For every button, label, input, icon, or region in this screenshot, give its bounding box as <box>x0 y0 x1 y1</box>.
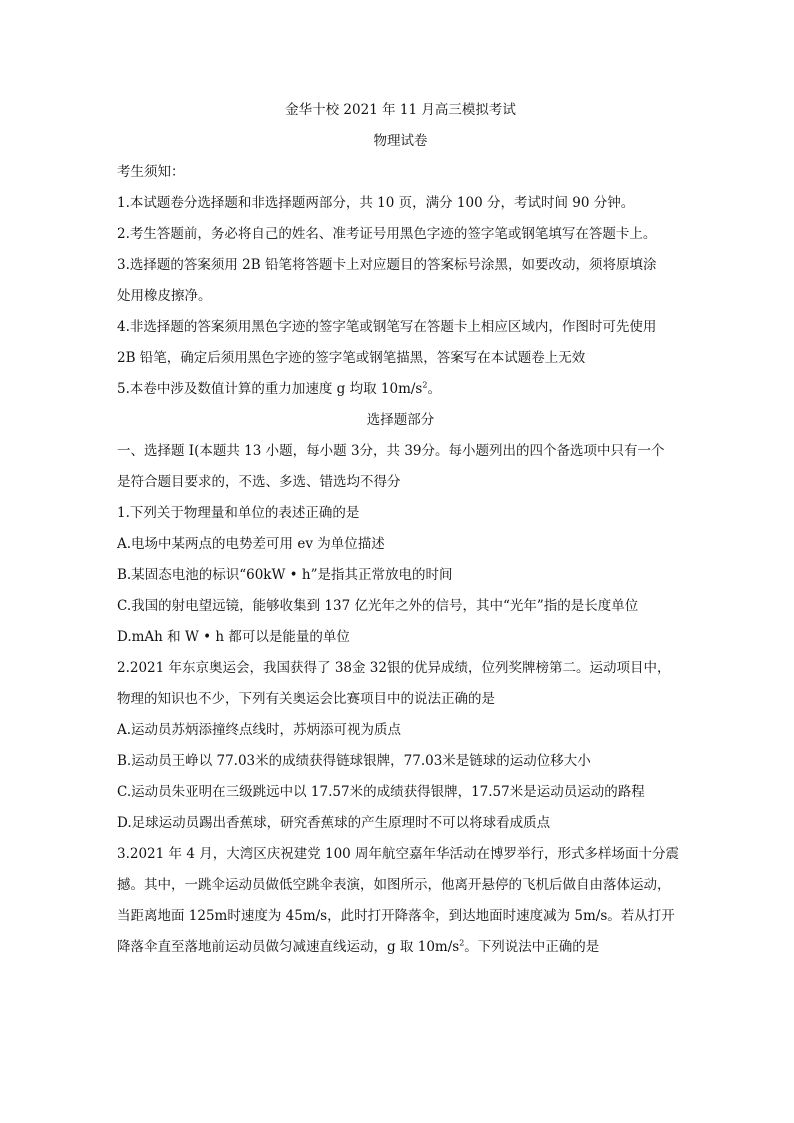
q3-stem-line-4-end: 。下列说法中正确的是 <box>464 939 600 955</box>
notice-item-1: 1.本试题卷分选择题和非选择题两部分，共 10 页，满分 100 分，考试时间 90 分钟。 <box>117 195 635 211</box>
section-intro-line-2: 是符合题目要求的，不选、多选、错选均不得分 <box>117 474 401 490</box>
notice-item-2: 2.考生答题前，务必将自己的姓名、准考证号用黑色字迹的签字笔或钢笔填写在答题卡上。 <box>117 226 657 242</box>
notice-item-5-text: 5.本卷中涉及数值计算的重力加速度 g 均取 10m/s <box>117 381 423 397</box>
exam-title: 金华十校 2021 年 11 月高三模拟考试 <box>285 102 516 118</box>
q1-option-d: D.mAh 和 W • h 都可以是能量的单位 <box>117 629 350 645</box>
q3-stem-line-4-text: 降落伞直至落地前运动员做匀减速直线运动，g 取 10m/s <box>117 939 460 955</box>
section-title: 选择题部分 <box>366 412 435 428</box>
notice-item-3-cont: 处用橡皮擦净。 <box>117 288 212 304</box>
q3-stem-line-4 <box>117 937 684 957</box>
q2-stem-line-2: 物理的知识也不少，下列有关奥运会比赛项目中的说法正确的是 <box>117 691 495 707</box>
q2-option-a: A.运动员苏炳添撞终点线时，苏炳添可视为质点 <box>117 722 402 738</box>
notice-item-5-end: 。 <box>427 381 441 397</box>
q2-option-b: B.运动员王峥以 77.03米的成绩获得链球银牌，77.03米是链球的运动位移大小 <box>117 753 591 769</box>
q3-stem-line-2: 撼。其中，一跳伞运动员做低空跳伞表演，如图所示，他离开悬停的飞机后做自由落体运动， <box>117 877 671 893</box>
notice-item-5-sup: 2 <box>422 380 428 390</box>
q1-option-c: C.我国的射电望远镜，能够收集到 137 亿光年之外的信号，其中“光年”指的是长度单位 <box>117 598 639 614</box>
q1-option-a: A.电场中某两点的电势差可用 ev 为单位描述 <box>117 536 385 552</box>
q1-option-b: B.某固态电池的标识“60kW • h”是指其正常放电的时间 <box>117 567 453 583</box>
q2-option-c: C.运动员朱亚明在三级跳远中以 17.57米的成绩获得银牌，17.57米是运动员运动的路程 <box>117 784 645 800</box>
notice-item-3: 3.选择题的答案须用 2B 铅笔将答题卡上对应题目的答案标号涂黑，如要改动，须将原填涂 <box>117 257 657 273</box>
q1-stem: 1.下列关于物理量和单位的表述正确的是 <box>117 505 360 521</box>
q3-stem-line-3: 当距离地面 125m时速度为 45m/s，此时打开降落伞，到达地面时速度减为 5m/s。若从打开 <box>117 908 675 924</box>
notice-heading: 考生须知： <box>117 164 185 180</box>
subject-title: 物理试卷 <box>373 133 428 149</box>
q3-stem-line-1: 3.2021 年 4 月，大湾区庆祝建党 100 周年航空嘉年华活动在博罗举行，形式多样场面十分震 <box>117 846 680 862</box>
q2-option-d: D.足球运动员踢出香蕉球，研究香蕉球的产生原理时不可以将球看成质点 <box>117 815 551 831</box>
q2-stem-line-1: 2.2021 年东京奥运会，我国获得了 38金 32银的优异成绩，位列奖牌榜第二。运动项目中， <box>117 660 671 676</box>
q3-stem-line-4-sup: 2 <box>459 938 465 948</box>
notice-item-4: 4.非选择题的答案须用黑色字迹的签字笔或钢笔写在答题卡上相应区域内，作图时可先使用 <box>117 319 657 335</box>
notice-item-5 <box>117 379 684 399</box>
notice-item-4-cont: 2B 铅笔，确定后须用黑色字迹的签字笔或钢笔描黑，答案写在本试题卷上无效 <box>117 350 586 366</box>
section-intro-line-1: 一、选择题 I(本题共 13 小题，每小题 3分，共 39分。每小题列出的四个备选项中只有一个 <box>117 443 665 459</box>
